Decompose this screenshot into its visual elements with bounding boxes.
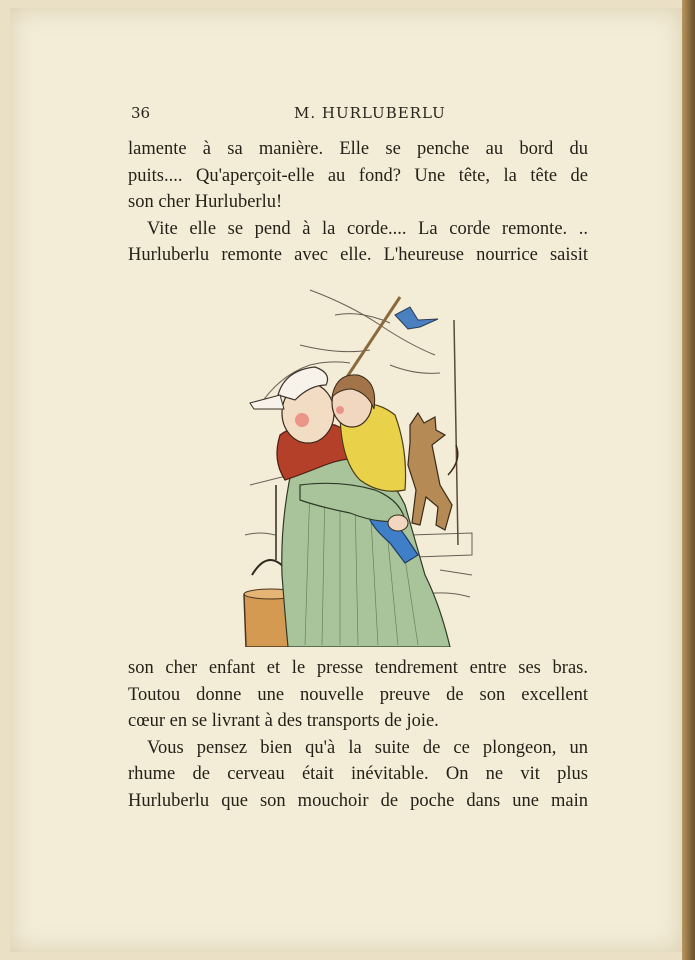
text-line: rhume de cerveau était inévitable. On ne vit plus [128,764,588,784]
text-block-top [128,136,588,269]
text-line: Hurluberlu que son mouchoir de poche dans une main [128,790,588,811]
text-block-bottom [128,655,588,814]
illustration-nurse-hugging-child [240,285,480,647]
child-cheek [336,406,344,414]
bird [395,307,438,329]
nurse-cheek [295,413,309,427]
running-title: M. HURLUBERLU [294,104,446,122]
nurse-hand [388,515,408,531]
text-line: puits.... Qu'aperçoit-elle au fond? Une tête, la tête de [128,165,588,186]
well-post [454,320,458,545]
text-line: son cher Hurluberlu! [128,192,283,212]
page-number: 36 [131,104,151,122]
text-line: Hurluberlu remonte avec elle. L'heureuse nourrice saisit [128,245,588,265]
text-line: Vite elle se pend à la corde.... La corde remonte. .. [147,218,588,239]
text-line: lamente à sa manière. Elle se penche au bord du [128,139,588,159]
text-line: son cher enfant et le presse tendrement entre ses bras. [128,658,588,678]
book-spine-edge [682,0,695,960]
text-line: cœur en se livrant à des transports de joie. [128,711,439,731]
page-header [131,104,587,128]
text-line: Toutou donne une nouvelle preuve de son excellent [128,684,588,705]
text-line: Vous pensez bien qu'à la suite de ce plongeon, un [147,737,588,758]
dog [408,413,458,530]
cap-ribbon [250,395,284,409]
